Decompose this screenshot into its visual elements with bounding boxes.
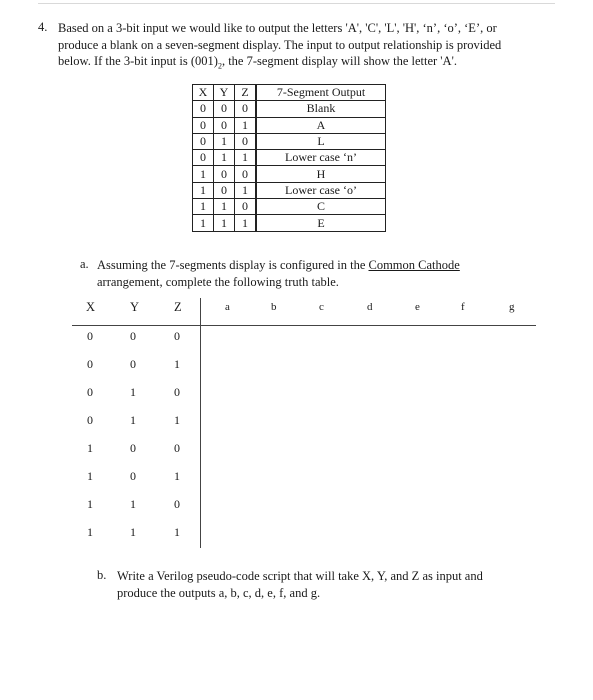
truth-cell-z: 0	[174, 441, 180, 455]
truth-header-c: c	[319, 301, 324, 313]
truth-cell-x: 0	[87, 357, 93, 371]
truth-cell-z: 1	[174, 469, 180, 483]
truth-cell-y: 0	[130, 469, 136, 483]
truth-header-f: f	[461, 301, 465, 313]
part-b-letter: b.	[97, 568, 107, 582]
truth-cell-y: 0	[130, 441, 136, 455]
truth-cell-y: 1	[130, 525, 136, 539]
truth-cell-x: 1	[87, 525, 93, 539]
ref-cell: 0	[193, 117, 214, 133]
ref-output-cell: H	[256, 166, 386, 182]
ref-cell: 0	[193, 133, 214, 149]
reference-table-row	[193, 117, 386, 133]
ref-output-cell: E	[256, 215, 386, 231]
page-top-rule	[38, 3, 555, 4]
ref-cell: 0	[235, 166, 257, 182]
question-text-subscript: 2	[217, 61, 222, 71]
truth-table-header-rule	[72, 325, 536, 326]
truth-header-z: Z	[174, 300, 182, 314]
reference-table-row	[193, 101, 386, 117]
ref-output-cell: Lower case ‘o’	[256, 182, 386, 198]
ref-cell: 1	[235, 117, 257, 133]
ref-header-x: X	[193, 85, 214, 101]
truth-cell-z: 0	[174, 329, 180, 343]
ref-output-cell: C	[256, 199, 386, 215]
reference-table-row	[193, 166, 386, 182]
truth-table-divider	[200, 298, 201, 548]
ref-cell: 1	[214, 150, 235, 166]
reference-table	[192, 84, 386, 232]
truth-cell-x: 0	[87, 385, 93, 399]
truth-header-y: Y	[130, 300, 140, 314]
ref-cell: 0	[214, 166, 235, 182]
ref-output-cell: L	[256, 133, 386, 149]
truth-cell-x: 0	[87, 329, 93, 343]
ref-cell: 1	[235, 182, 257, 198]
ref-cell: 1	[214, 133, 235, 149]
ref-header-output: 7-Segment Output	[256, 85, 386, 101]
truth-header-x: X	[86, 300, 96, 314]
reference-table-row	[193, 215, 386, 231]
truth-cell-z: 1	[174, 357, 180, 371]
part-a-text	[97, 257, 517, 290]
part-a-text-after: arrangement, complete the following truth table.	[97, 274, 339, 289]
ref-cell: 0	[235, 199, 257, 215]
reference-table-row	[193, 199, 386, 215]
ref-cell: 1	[193, 215, 214, 231]
truth-cell-x: 1	[87, 497, 93, 511]
ref-cell: 1	[235, 150, 257, 166]
truth-header-d: d	[367, 301, 373, 313]
truth-cell-y: 0	[130, 329, 136, 343]
reference-table-row	[193, 150, 386, 166]
ref-cell: 0	[235, 133, 257, 149]
question-text-prefix: Based on a 3-bit input we would like to output the letters 'A', 'C', 'L', 'H', ‘n’, ‘o’, ‘E’, or produce a blank on a seven-segment display. The input to output relationship is provided below. If the 3-bit input is (001)	[58, 21, 502, 68]
reference-table-row	[193, 133, 386, 149]
truth-cell-y: 1	[130, 497, 136, 511]
truth-cell-y: 0	[130, 357, 136, 371]
ref-header-z: Z	[235, 85, 257, 101]
ref-cell: 1	[235, 215, 257, 231]
question-text-suffix: , the 7-segment display will show the letter 'A'.	[221, 54, 457, 68]
truth-header-e: e	[415, 301, 420, 313]
ref-cell: 0	[214, 101, 235, 117]
ref-cell: 0	[235, 101, 257, 117]
ref-output-cell: A	[256, 117, 386, 133]
ref-cell: 0	[193, 101, 214, 117]
question-number: 4.	[38, 20, 48, 34]
ref-cell: 0	[214, 182, 235, 198]
ref-output-cell: Blank	[256, 101, 386, 117]
question-text	[58, 20, 528, 75]
truth-cell-z: 1	[174, 525, 180, 539]
truth-cell-x: 0	[87, 413, 93, 427]
truth-header-b: b	[271, 301, 277, 313]
truth-cell-x: 1	[87, 441, 93, 455]
ref-cell: 0	[193, 150, 214, 166]
truth-cell-x: 1	[87, 469, 93, 483]
truth-header-g: g	[509, 301, 515, 313]
ref-cell: 1	[193, 182, 214, 198]
truth-cell-z: 0	[174, 497, 180, 511]
truth-cell-z: 0	[174, 385, 180, 399]
reference-table-header	[193, 85, 386, 101]
ref-cell: 1	[214, 215, 235, 231]
ref-cell: 0	[214, 117, 235, 133]
ref-cell: 1	[193, 166, 214, 182]
part-a-letter: a.	[80, 257, 89, 271]
truth-cell-y: 1	[130, 385, 136, 399]
common-cathode-underlined: Common Cathode	[368, 258, 460, 272]
reference-table-row	[193, 182, 386, 198]
ref-output-cell: Lower case ‘n’	[256, 150, 386, 166]
truth-header-a: a	[225, 301, 230, 313]
truth-cell-z: 1	[174, 413, 180, 427]
ref-cell: 1	[214, 199, 235, 215]
ref-header-y: Y	[214, 85, 235, 101]
truth-cell-y: 1	[130, 413, 136, 427]
part-a-text-before: Assuming the 7-segments display is configured in the	[97, 258, 369, 272]
part-b-text: Write a Verilog pseudo-code script that will take X, Y, and Z as input and produce the outputs a, b, c, d, e, f, and g.	[117, 569, 483, 600]
ref-cell: 1	[193, 199, 214, 215]
